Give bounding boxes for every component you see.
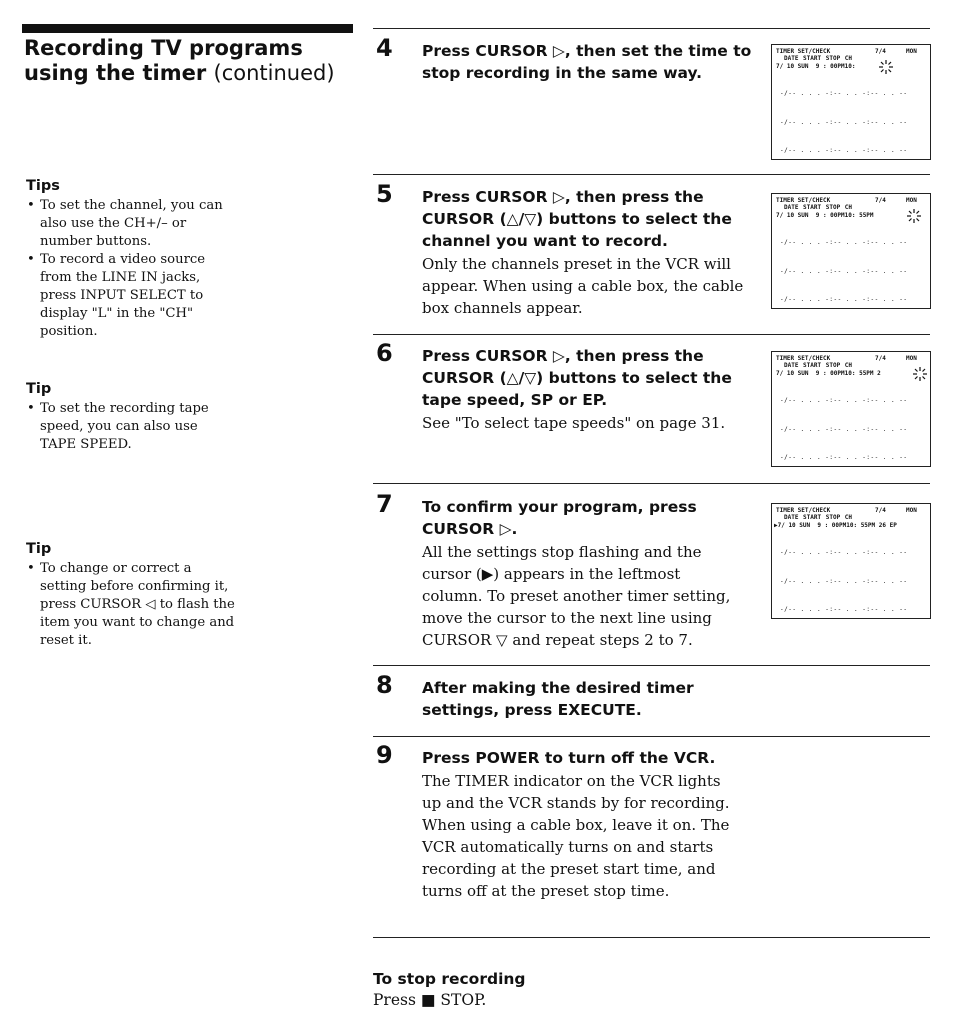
lcd-headers: DATE START STOP CH: [784, 55, 853, 62]
lcd-empty-row: -/-- . . . -:-- . . -:-- . . --: [780, 454, 908, 461]
tip-item: • To record a video source from the LINE IN jacks, press INPUT SELECT to display "L" in the "CH" position.: [26, 251, 236, 341]
divider: [373, 483, 930, 484]
stop-recording-body: Press ■ STOP.: [373, 991, 487, 1009]
step-number: 4: [376, 34, 393, 62]
step-body: The TIMER indicator on the VCR lights up and the VCR stands by for recording. When using a cable box, leave it on. The VCR automatically turns on and starts recording at the preset start time, and turns off at the preset stop time.: [422, 772, 730, 900]
tip-item: • To set the channel, you can also use the CH+/– or number buttons.: [26, 197, 236, 251]
step-number: 9: [376, 741, 393, 769]
blink-icon: [878, 59, 894, 75]
lcd-day: MON: [906, 355, 917, 362]
blink-icon: [912, 366, 928, 382]
lcd-page: 7/4: [875, 48, 886, 55]
lcd-title: TIMER SET/CHECK: [776, 197, 831, 204]
lcd-program-row: ▶7/ 10 SUN 9 : 00PM10: 55PM 26 EP: [774, 522, 897, 529]
step-body: See "To select tape speeds" on page 31.: [422, 414, 726, 432]
blink-icon: [906, 208, 922, 224]
lcd-empty-row: -/-- . . . -:-- . . -:-- . . --: [780, 397, 908, 404]
lcd-empty-row: -/-- . . . -:-- . . -:-- . . --: [780, 239, 908, 246]
step-heading: Press CURSOR ▷, then press the CURSOR (△/▽) buttons to select the channel you want to record.: [422, 188, 732, 250]
tips-heading: Tips: [26, 178, 60, 194]
lcd-program-row: 7/ 10 SUN 9 : 00PM10: 55PM: [776, 212, 874, 219]
lcd-program-row: 7/ 10 SUN 9 : 00PM10:: [776, 63, 856, 70]
tip-heading: Tip: [26, 541, 52, 557]
lcd-empty-row: -/-- . . . -:-- . . -:-- . . --: [780, 425, 908, 433]
lcd-empty-row: -/-- . . . -:-- . . -:-- . . --: [780, 267, 908, 275]
lcd-empty-row: -/-- . . . -:-- . . -:-- . . --: [780, 606, 908, 613]
tip-heading: Tip: [26, 381, 52, 397]
lcd-page: 7/4: [875, 197, 886, 204]
lcd-empty-rows: [780, 70, 907, 160]
lcd-day: MON: [906, 197, 917, 204]
lcd-empty-row: -/-- . . . -:-- . . -:-- . . --: [780, 549, 908, 556]
lcd-headers: DATE START STOP CH: [784, 204, 853, 211]
lcd-day: MON: [906, 507, 917, 514]
step-heading: Press POWER to turn off the VCR.: [422, 749, 716, 767]
lcd-headers: DATE START STOP CH: [784, 362, 853, 369]
divider: [373, 665, 930, 666]
lcd-title: TIMER SET/CHECK: [776, 507, 831, 514]
step-body: Only the channels preset in the VCR will appear. When using a cable box, the cable box channels appear.: [422, 255, 744, 317]
stop-recording-heading: To stop recording: [373, 970, 526, 988]
step-number: 7: [376, 490, 393, 518]
lcd-empty-row: -/-- . . . -:-- . . -:-- . . --: [780, 90, 908, 97]
lcd-empty-rows: [780, 219, 907, 309]
tip-change-setting: [26, 541, 236, 650]
divider: [373, 334, 930, 335]
lcd-empty-row: -/-- . . . -:-- . . -:-- . . --: [780, 147, 908, 154]
lcd-program-row: 7/ 10 SUN 9 : 00PM10: 55PM 2: [776, 370, 881, 377]
tip-tape-speed: [26, 381, 236, 454]
lcd-empty-row: -/-- . . . -:-- . . -:-- . . --: [780, 118, 908, 126]
step-heading: Press CURSOR ▷, then press the CURSOR (△/▽) buttons to select the tape speed, SP or EP.: [422, 347, 732, 409]
divider: [373, 937, 930, 938]
lcd-page: 7/4: [875, 355, 886, 362]
timer-display-step-6: [771, 351, 931, 467]
step-body: All the settings stop flashing and the cursor (▶) appears in the leftmost column. To preset another timer setting, move the cursor to the next line using CURSOR ▽ and repeat steps 2 to 7.: [422, 543, 731, 649]
lcd-headers: DATE START STOP CH: [784, 514, 853, 521]
step-heading: Press CURSOR ▷, then set the time to stop recording in the same way.: [422, 42, 752, 82]
lcd-title: TIMER SET/CHECK: [776, 355, 831, 362]
timer-display-step-7: [771, 503, 931, 619]
lcd-day: MON: [906, 48, 917, 55]
step-heading: To confirm your program, press CURSOR ▷.: [422, 498, 697, 538]
divider: [373, 174, 930, 175]
tips-channel: [26, 178, 236, 341]
lcd-empty-rows: [780, 529, 907, 619]
lcd-empty-rows: [780, 377, 907, 467]
step-number: 8: [376, 671, 393, 699]
step-number: 6: [376, 339, 393, 367]
tip-item: • To change or correct a setting before confirming it, press CURSOR ◁ to flash the item you want to change and reset it.: [26, 560, 236, 650]
lcd-empty-row: -/-- . . . -:-- . . -:-- . . --: [780, 577, 908, 585]
step-number: 5: [376, 180, 393, 208]
lcd-empty-row: -/-- . . . -:-- . . -:-- . . --: [780, 296, 908, 303]
tip-item: • To set the recording tape speed, you can also use TAPE SPEED.: [26, 400, 236, 454]
header-bar: [22, 24, 353, 33]
divider: [373, 736, 930, 737]
timer-display-step-5: [771, 193, 931, 309]
lcd-page: 7/4: [875, 507, 886, 514]
title-continued: (continued): [213, 61, 335, 85]
step-heading: After making the desired timer settings, press EXECUTE.: [422, 679, 694, 719]
page-title: [24, 36, 364, 86]
lcd-title: TIMER SET/CHECK: [776, 48, 831, 55]
divider: [373, 28, 930, 29]
timer-display-step-4: [771, 44, 931, 160]
title-main: Recording TV programs using the timer: [24, 36, 303, 85]
